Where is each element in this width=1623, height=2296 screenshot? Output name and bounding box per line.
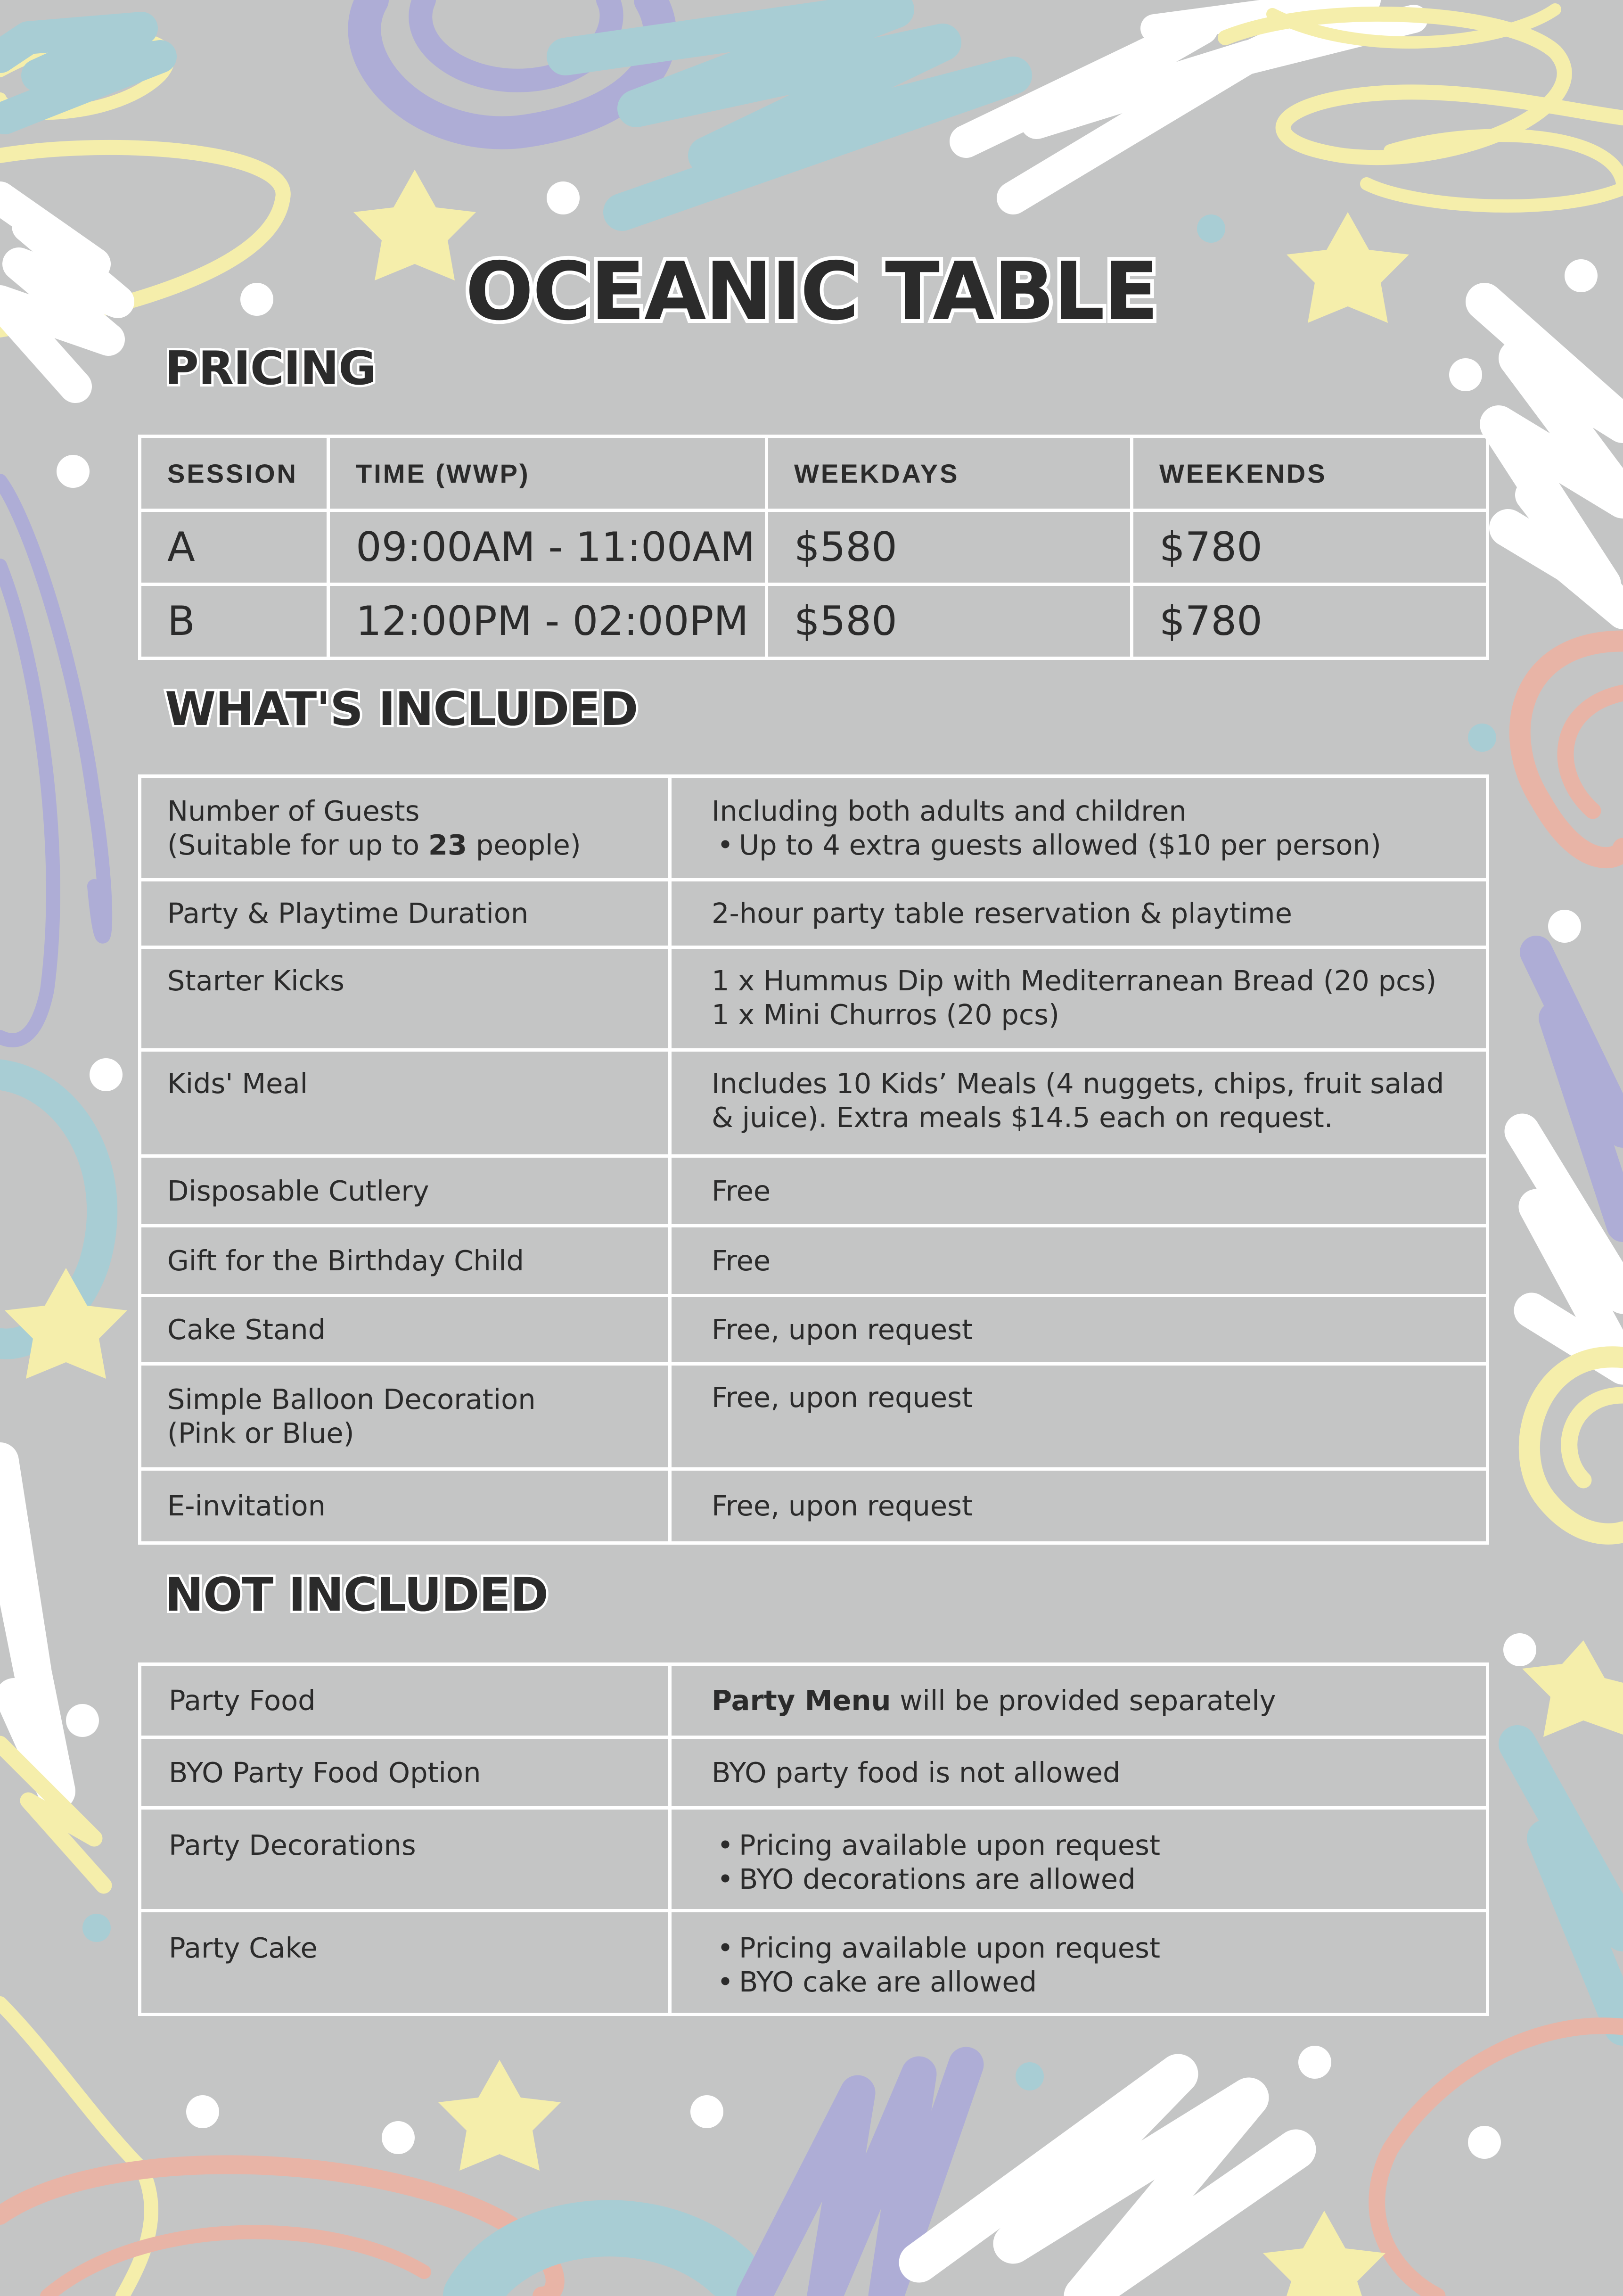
session-cell: A: [140, 510, 328, 584]
included-label: Number of Guests (Suitable for up to 23 people): [140, 776, 670, 880]
weekend-price-cell: $780: [1132, 510, 1488, 584]
weekday-price-cell: $580: [767, 510, 1132, 584]
included-desc: 1 x Hummus Dip with Mediterranean Bread (20 pcs) 1 x Mini Churros (20 pcs): [670, 947, 1488, 1050]
not-included-table: [138, 1662, 1489, 2016]
bullet-icon: •: [717, 1829, 734, 1861]
list-item: • Pricing available upon request: [712, 1828, 1462, 1862]
included-table: [138, 774, 1489, 1545]
included-label: Kids' Meal: [140, 1050, 670, 1156]
included-row: [140, 880, 1488, 947]
not-included-desc: [670, 1911, 1488, 2015]
included-row: [140, 1050, 1488, 1156]
included-desc: Including both adults and children • Up to 4 extra guests allowed ($10 per person): [670, 776, 1488, 880]
time-cell: 09:00AM - 11:00AM: [328, 510, 767, 584]
included-desc: Free: [670, 1226, 1488, 1296]
not-included-row: [140, 1808, 1488, 1911]
weekday-price-cell: $580: [767, 584, 1132, 658]
included-desc: Free, upon request: [670, 1469, 1488, 1543]
included-desc: Free: [670, 1156, 1488, 1226]
pricing-table: [138, 435, 1489, 660]
list-item: • Pricing available upon request: [712, 1931, 1462, 1965]
header-session: SESSION: [140, 436, 328, 510]
not-included-label: Party Decorations: [140, 1808, 670, 1911]
list-item: • BYO decorations are allowed: [712, 1862, 1462, 1896]
bullet-icon: •: [717, 1863, 734, 1895]
weekend-price-cell: $780: [1132, 584, 1488, 658]
included-row: [140, 1296, 1488, 1364]
included-row: [140, 776, 1488, 880]
pricing-header-row: [140, 436, 1488, 510]
list-item: • BYO cake are allowed: [712, 1965, 1462, 1999]
not-included-desc: BYO party food is not allowed: [670, 1737, 1488, 1808]
included-label: Cake Stand: [140, 1296, 670, 1364]
included-label: Simple Balloon Decoration (Pink or Blue): [140, 1364, 670, 1469]
included-heading: WHAT'S INCLUDED: [165, 683, 638, 736]
pricing-row: [140, 510, 1488, 584]
included-label: Disposable Cutlery: [140, 1156, 670, 1226]
included-desc: Free, upon request: [670, 1296, 1488, 1364]
not-included-label: Party Cake: [140, 1911, 670, 2015]
not-included-row: [140, 1664, 1488, 1737]
included-row: [140, 1156, 1488, 1226]
not-included-desc: [670, 1808, 1488, 1911]
included-desc: Includes 10 Kids’ Meals (4 nuggets, chips, fruit salad & juice). Extra meals $14.5 each on request.: [670, 1050, 1488, 1156]
session-cell: B: [140, 584, 328, 658]
included-row: [140, 1226, 1488, 1296]
not-included-row: [140, 1737, 1488, 1808]
included-row: [140, 1469, 1488, 1543]
included-row: [140, 1364, 1488, 1469]
included-row: [140, 947, 1488, 1050]
header-time: TIME (WWP): [328, 436, 767, 510]
included-desc: 2-hour party table reservation & playtime: [670, 880, 1488, 947]
included-label: Starter Kicks: [140, 947, 670, 1050]
header-weekdays: WEEKDAYS: [767, 436, 1132, 510]
pricing-row: [140, 584, 1488, 658]
header-weekends: WEEKENDS: [1132, 436, 1488, 510]
included-label: E-invitation: [140, 1469, 670, 1543]
bullet-icon: •: [717, 1932, 734, 1964]
not-included-heading: NOT INCLUDED: [165, 1568, 548, 1622]
page-title: OCEANIC TABLE: [465, 245, 1158, 338]
included-label: Gift for the Birthday Child: [140, 1226, 670, 1296]
time-cell: 12:00PM - 02:00PM: [328, 584, 767, 658]
included-desc: Free, upon request: [670, 1364, 1488, 1469]
bullet-icon: •: [717, 828, 734, 861]
not-included-desc: Party Menu will be provided separately: [670, 1664, 1488, 1737]
not-included-label: Party Food: [140, 1664, 670, 1737]
bullet-icon: •: [717, 1966, 734, 1998]
not-included-row: [140, 1911, 1488, 2015]
pricing-heading: PRICING: [165, 342, 376, 395]
included-label: Party & Playtime Duration: [140, 880, 670, 947]
not-included-label: BYO Party Food Option: [140, 1737, 670, 1808]
list-item: • Up to 4 extra guests allowed ($10 per person): [712, 828, 1462, 862]
